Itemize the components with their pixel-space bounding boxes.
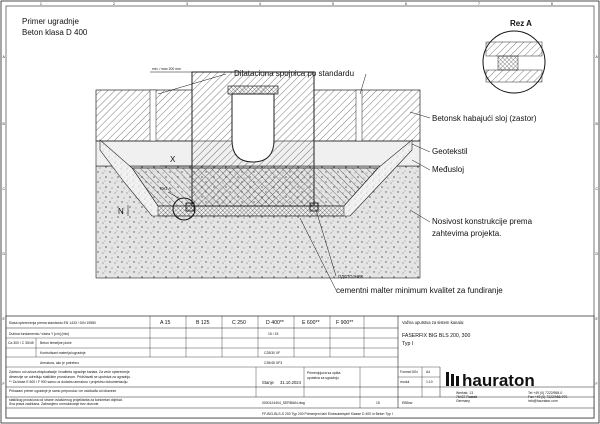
tb-note2-3: Sva prava zadržana. Zabranjeno umnožavanje bez dozvole. — [9, 402, 100, 406]
scale-label: modul — [400, 380, 410, 384]
scale-value: 1:10 — [426, 380, 433, 384]
channel-inner-profile — [232, 94, 274, 162]
tb-note-1: Zavisno od uslova eksploatacije i kvaliteta ugradnje kanala. Za veće opterećenje — [9, 370, 130, 374]
expansion-joint-right — [356, 90, 362, 141]
label-bearing-capacity-2: zahtevima projekta. — [432, 229, 502, 238]
border-number-top: 1 — [40, 2, 42, 6]
dimension-x-label: X — [170, 155, 176, 164]
tb-note-2: dimenzije se određuju statičkim proračunom. Pridržavati se uputstva za ugradnju. — [9, 375, 131, 379]
tb-row3-side: Ca 300 / C 35/45 — [8, 341, 34, 345]
border-letter-right: B — [595, 122, 598, 126]
detail-marker-label: Rez A — [160, 186, 172, 191]
load-class-d400: D 400** — [266, 320, 284, 326]
sheet-number: 15 — [376, 401, 380, 405]
border-number-top: 7 — [478, 2, 480, 6]
address-line-1: Werkstr. 13 — [456, 391, 474, 395]
adapt-line1: Primenjujuća sa opšta — [307, 371, 341, 375]
product-name: FASERFIX BIG BLS 200, 300 — [402, 333, 471, 339]
load-class-a15: A 15 — [160, 320, 171, 326]
tb-note-3: ** Za klase E 600 i F 900 samo uz dodatnu armaturu i projektnu dokumentaciju. — [9, 380, 129, 384]
footer-text: FF-BIG-BLS-S 200 Typ 200 Primenjeni tahi Einbaubeispiel Klasse D 400 in Beton Typ I — [262, 412, 393, 416]
expansion-joint-left — [150, 90, 156, 141]
spacer-left — [186, 203, 194, 211]
state-label: Stanje — [262, 380, 274, 385]
border-letter-left: B — [2, 122, 5, 126]
load-class-c250: C 250 — [232, 320, 246, 326]
border-letter-right: C — [595, 187, 598, 191]
tb-note2-2: statičkog proračuna od strane ovlašćenog projektanta za konkretan objekat. — [9, 398, 123, 402]
dimension-top-label: min. / max 200 mm — [152, 67, 181, 71]
border-number-top: 6 — [405, 2, 407, 6]
load-class-e600: E 600** — [302, 320, 320, 326]
label-wear-layer: Betonsk habajući sloj (zastor) — [432, 114, 537, 123]
load-class-b125: B 125 — [196, 320, 210, 326]
format-value: A4 — [426, 370, 431, 374]
label-mortar: cementni malter minimum kvalitet za fundiranje — [336, 286, 503, 295]
border-letter-left: F — [2, 382, 5, 386]
state-date: 31.10.2024 — [280, 380, 301, 385]
load-class-f900: F 900** — [336, 320, 354, 326]
cross-section — [96, 67, 420, 278]
dimension-n-label: N — [118, 207, 124, 216]
border-number-top: 8 — [551, 2, 553, 6]
tb-row3-desc: Beton temeljne ploče — [40, 341, 72, 345]
address-line-3: Germany — [456, 399, 470, 403]
detail-title: Rez A — [510, 19, 532, 28]
label-intermediate-layer: Međusloj — [432, 165, 465, 174]
detail-block-mid — [498, 56, 518, 70]
tb-row5-desc: Armatura, ako je potrebno — [40, 361, 80, 365]
format-label: Format DIN — [400, 370, 418, 374]
label-geotextile: Geotekstil — [432, 147, 468, 156]
tb-row4-value: C25/30 XF — [264, 351, 281, 355]
product-note: Važna uputstva za sistem kanala: — [402, 320, 465, 325]
label-expansion-joint: Dilataciona spojnica po standardu — [234, 69, 355, 78]
contact-line-2: Fax +49 (0) 7222/958-970 — [528, 395, 568, 399]
spacer-right — [310, 203, 318, 211]
drawing-title-line1: Primer ugradnje — [22, 17, 79, 26]
tb-row4-desc: Kontrolisani materijal ugradnje — [40, 351, 86, 355]
detail-block-top — [486, 42, 542, 56]
border-letter-left: A — [2, 55, 5, 59]
tb-row5-value: C35/45 XF3 — [264, 361, 283, 365]
border-number-top: 4 — [259, 2, 261, 6]
tb-row1-desc: Klasa opterećenja prema standardu EN 1433 / DIN 19580 — [9, 321, 96, 325]
border-letter-right: F — [595, 382, 598, 386]
address-line-2: 76437 Rastatt — [456, 395, 478, 399]
border-letter-left: E — [2, 317, 5, 321]
detail-view-rez-a — [483, 19, 545, 93]
detail-block-bottom — [486, 70, 542, 82]
border-number-top: 5 — [332, 2, 334, 6]
border-letter-right: A — [595, 55, 598, 59]
tb-row2-value: 15 / 15 — [268, 332, 279, 336]
contact-line-1: Tel +49 (0) 7222/958-0 — [528, 391, 563, 395]
channel-grating — [228, 86, 278, 94]
wear-layer-left — [96, 90, 192, 141]
border-number-top: 2 — [113, 2, 115, 6]
adapt-line2: uputstva za ugradnju. — [307, 376, 340, 380]
file-name: 0000124404_SERBIAN.dwg — [262, 401, 305, 405]
border-letter-right: D — [595, 252, 598, 256]
company-logo-text: hauraton — [462, 371, 535, 390]
border-letter-left: C — [2, 187, 5, 191]
drawing-title-line2: Beton klasa D 400 — [22, 28, 88, 37]
tb-note2-1: Prikazani primer ugradnje je samo preporuka i ne oslobađa od obaveze — [9, 389, 117, 393]
border-letter-left: D — [2, 252, 5, 256]
language-code: EBBrw — [402, 401, 413, 405]
tb-row2-desc: Dubina fundamenta / visina Y [cm] (min) — [9, 332, 70, 336]
label-bearing-capacity-1: Nosivost konstrukcije prema — [432, 217, 533, 226]
wear-layer-right — [314, 90, 420, 141]
product-type: Typ I — [402, 341, 414, 347]
contact-line-3: info@hauraton.com — [528, 399, 558, 403]
border-number-top: 3 — [186, 2, 188, 6]
title-block — [6, 316, 594, 418]
border-letter-right: E — [595, 317, 598, 321]
label-spacer: ОДСТОЈНИК — [338, 274, 364, 279]
